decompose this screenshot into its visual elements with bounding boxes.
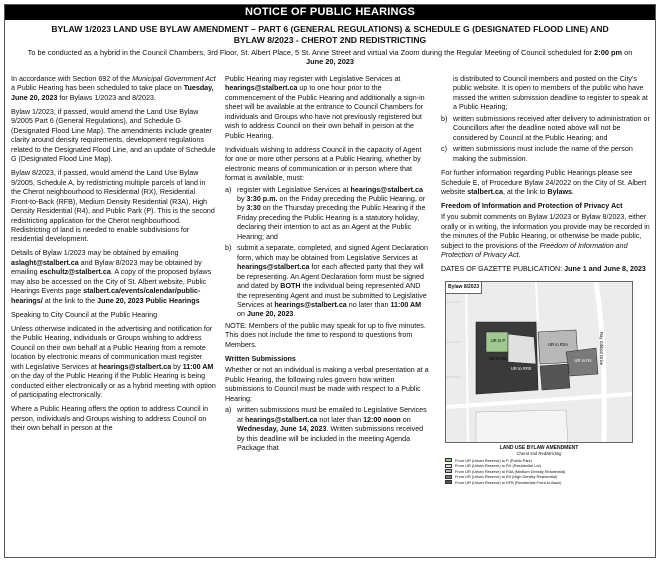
hearings-link-label[interactable]: June 20, 2023 Public Hearings [97,296,200,305]
list-item [225,406,430,453]
notice-banner: NOTICE OF PUBLIC HEARINGS [5,5,655,20]
email-link-hearings[interactable]: hearings@stalbert.ca [350,185,423,194]
text: on [237,310,247,319]
email-link-hearings[interactable]: hearings@stalbert.ca [225,84,298,93]
text: If you submit comments on Bylaw 1/2023 or Bylaw 8/2023, either orally or in writing, the information you provide may be recorded in the minutes of the Public Hearing, or otherwise be made public, subject to the provisions of the [441,213,650,250]
redistricting-map [445,281,633,443]
text: , at the link to [502,187,548,196]
legend-swatch [445,458,452,462]
list-item-continued [441,75,651,113]
text: DATES OF GAZETTE PUBLICATION: [441,265,565,274]
deadline-date: Wednesday, June 14, 2023 [237,425,327,434]
text: submit a separate, completed, and signed Agent Declaration form, which may be obtained from Legislative Services at [237,244,428,262]
list-item [441,145,651,164]
bylaw-8-description: Bylaw 8/2023, if passed, would amend the Land Use Bylaw 9/2005, Schedule A, by redistricting multiple parcels of land in the Cherot neighbourhood to Residential (RX), Residential Front-to-Back (RFB), Medium Density Residential (R3A), High Density Residential (R4), and Public Park (P). This is the second redistricting application for the Cherot neighbourhood. Redistricting of land is needed to enable subdivisions for residential development. [11,169,215,244]
legend-item [445,458,633,463]
legend-label: From UR (Urban Reserve) to R4 (High Density Residential) [455,474,558,480]
legend-swatch [445,469,452,473]
bylaws-link[interactable]: Bylaws [547,187,573,196]
gazette-date: June 1 and June 8, 2023 [564,265,646,274]
text: . A copy of the proposed bylaws may also be accessed on the City of St. Albert website, Public Hearings Events page [11,268,212,296]
foip-heading: Freedom of Information and Protection of Privacy Act [441,202,623,211]
map-tag: UR to RX [489,355,507,361]
website-link[interactable]: stalbert.ca [467,187,503,196]
legend-item [445,474,633,479]
legend-item [445,463,633,468]
list-label: a) [225,406,232,415]
text: register with Legislative Services at [237,185,351,194]
text: for each affected party that they will be representing. An Agent Declaration form must be signed and dated by [237,263,424,291]
map-tag: UR to P [490,337,506,343]
text: . [293,310,296,319]
column-2 [225,75,430,555]
list-text [237,244,430,320]
map-caption: LAND USE BYLAW AMENDMENT [499,444,579,451]
public-hearings-link[interactable]: stalbert.ca/events/calendar/public-hearings/ [11,287,201,305]
legend-label: From UR (Urban Reserve) to RFB (Residential Front-to-Back) [455,479,562,485]
hearing-date: Tuesday, June 20, 2023 [11,84,214,102]
legend-label: From UR (Urban Reserve) to RX (Residential Lot) [455,463,541,469]
text: Details of Bylaw 1/2023 may be obtained by emailing [11,249,179,258]
legend-label: From UR (Urban Reserve) to R3A (Medium Density Residential) [455,468,566,474]
bylaw-1-description: Bylaw 1/2023, if passed, would amend the Land Use Bylaw 9/2005 Part 6 (General Regulations), and Schedule G (Designated Flood Line Map). The amendments include greater clarity around density requirements, development regulations related to the Designated Flood Line, and an update of Schedule G (Designated Flood Line Map). [11,107,216,164]
subtitle-text: To be conducted as a hybrid in the Council Chambers, 3rd Floor, St. Albert Place, 5 St. Anne Street and virtual via Zoom during the Regular Meeting of Council scheduled for [27,48,595,57]
column-1 [11,75,216,555]
legend-swatch [445,475,452,479]
map-legend [445,458,633,485]
deadline-time: 3:30 [246,204,261,213]
map-tag: UR to R3A [547,341,568,347]
text: no later than [346,301,391,310]
text: Public Hearing may register with Legislative Services at [225,75,401,83]
meeting-time: 2:00 pm [594,48,623,57]
text: by [171,362,183,371]
text: on the Thursday preceding the Public Hearing if the Friday preceding the Public Hearing is a statutory holiday, declaring their intention to act as an Agent at the Public Hearing; and [237,204,426,241]
notice-subtitle [5,48,655,67]
written-submissions-heading: Written Submissions [225,354,296,363]
gazette-dates [441,265,651,274]
text: by [237,195,247,204]
speaking-heading: Speaking to City Council at the Public Hearing [11,310,158,319]
list-label: c) [441,145,447,154]
text: for Bylaws 1/2023 and 8/2023. [57,93,156,102]
text: not later than [317,415,364,424]
legend-swatch [445,464,452,468]
email-link-aslaght[interactable]: aslaght@stalbert.ca [11,258,79,267]
list-label: b) [441,114,448,123]
text: a Public Hearing has been scheduled to take place on [11,84,184,93]
notice-columns [11,75,649,555]
deadline-time: 12:00 noon [363,415,401,424]
column-3 [441,75,651,555]
text: written submissions must be emailed to Legislative Services at [237,406,427,424]
deadline-time: 3:30 p.m. [246,195,278,204]
public-hearing-notice [4,4,656,558]
text: on [400,415,411,424]
map-subcaption: Cherot 2nd Redistricting [516,450,562,456]
foip-paragraph [441,213,651,260]
text: and Bylaw 8/2023 may be obtained by emailing [11,258,202,277]
deadline-time: 11:00 AM [390,301,422,310]
in-person-continued [225,75,430,141]
list-label: b) [225,244,232,253]
text: on the day of the Public Hearing if the Public Hearing is being conducted either electronically or as a hybrid meeting with option of participating electronically. [11,372,216,400]
meeting-date: June 20, 2023 [305,57,355,67]
map-drawing [446,282,633,443]
list-text [237,406,430,453]
text: In accordance with Section 692 of the [11,75,133,83]
map-tag: UR to RFB [510,365,532,371]
act-name: Municipal Government Act [132,75,216,83]
list-item [225,244,430,320]
list-text [237,186,430,243]
road-label [599,332,604,342]
email-link-eschultz[interactable]: eschultz@stalbert.ca [39,268,111,277]
legend-item [445,480,633,485]
agent-paragraph: Individuals wishing to address Council in the capacity of Agent for one or more other persons at a Public Hearing, whether by electronic means of communication or in person where that format is available, must: [225,145,422,183]
text: . [572,187,574,196]
text: the individual being represented AND the representing Agent and must be submitted to Legislative Services at [237,282,427,310]
text: Unless otherwise indicated in the advertising and notification for the Public Hearing, individuals or Groups wishing to address Council on their own behalf at a Public Hearing from a remote location by electronic means of communication must register with Legislative Services at [11,324,213,371]
written-submissions-paragraph: Whether or not an individual is making a verbal presentation at a Public Hearing, the following rules govern how written submissions to Council must be made with respect to a Public Hearing: [225,366,429,403]
list-text: is distributed to Council members and posted on the City's public website. It is open to members of the public who have missed the written submission deadline to register to speak at a Public Hearing; [453,75,648,112]
map-title: Bylaw 8/2023 [446,282,482,294]
list-text: written submissions must include the name of the person making the submission. [453,145,633,163]
text: at the link to the [42,296,98,305]
text: For further information regarding Public Hearings please see Schedule E, of Procedure Bylaw 24/2022 on the City of St. Albert website [441,169,647,196]
further-info-paragraph [441,169,651,197]
legend-item [445,469,633,474]
subtitle-text: on [622,48,633,57]
text: . [518,251,521,260]
list-label-blank [441,75,453,113]
deadline-time: 11:00 AM [182,362,214,371]
email-link-hearings[interactable]: hearings@stalbert.ca [98,362,172,371]
details-paragraph [11,249,216,306]
map-tag: UR to R4 [574,357,592,363]
list-label: a) [225,185,232,194]
in-person-paragraph: Where a Public Hearing offers the option to address Council in person, individuals and Groups wishing to address Council on their own behalf in person at the [11,405,209,432]
email-link-hearings[interactable]: hearings@stalbert.ca [274,301,347,310]
list-text: written submissions received after delivery to administration or Councillors after the deadline noted above will not be considered by Council at the Public Hearing; and [453,114,650,142]
text: . Written submissions received by this deadline will be included in the meeting Agenda Package that [237,425,424,452]
text: up to one hour prior to the commencement of the Public Hearing and additionally a sign-in sheet will be available at the entrance to Council Chambers for individuals and Groups who have not previously registered but wish to address Council on their own behalf in person at the Public Hearing. [225,84,425,140]
email-link-hearings[interactable]: hearings@stalbert.ca [244,415,318,424]
intro-paragraph [11,75,216,103]
remote-speaking-paragraph [11,325,216,401]
legend-swatch [445,480,452,484]
list-item [441,115,651,143]
legend-label: From UR (Urban Reserve) to P (Public Park) [455,457,532,463]
emphasis: BOTH [280,282,301,291]
speaking-note: NOTE: Members of the public may speak for up to five minutes. This does not include the time to respond to questions from Members. [225,321,426,349]
email-link-hearings[interactable]: hearings@stalbert.ca [237,263,310,272]
text: on the Friday preceding the Public Hearing, or by [237,195,426,213]
act-name: Freedom of Information and Protection of Privacy Act [441,241,628,260]
list-item [225,186,430,243]
notice-title: BYLAW 1/2023 LAND USE BYLAW AMENDMENT – PART 6 (GENERAL REGULATIONS) & SCHEDULE G (DESIGNATED FLOOD LINE) AND BYLAW 8/2023 - CHEROT 2ND REDISTRICTING [51,24,609,45]
deadline-date: June 20, 2023 [246,310,294,319]
